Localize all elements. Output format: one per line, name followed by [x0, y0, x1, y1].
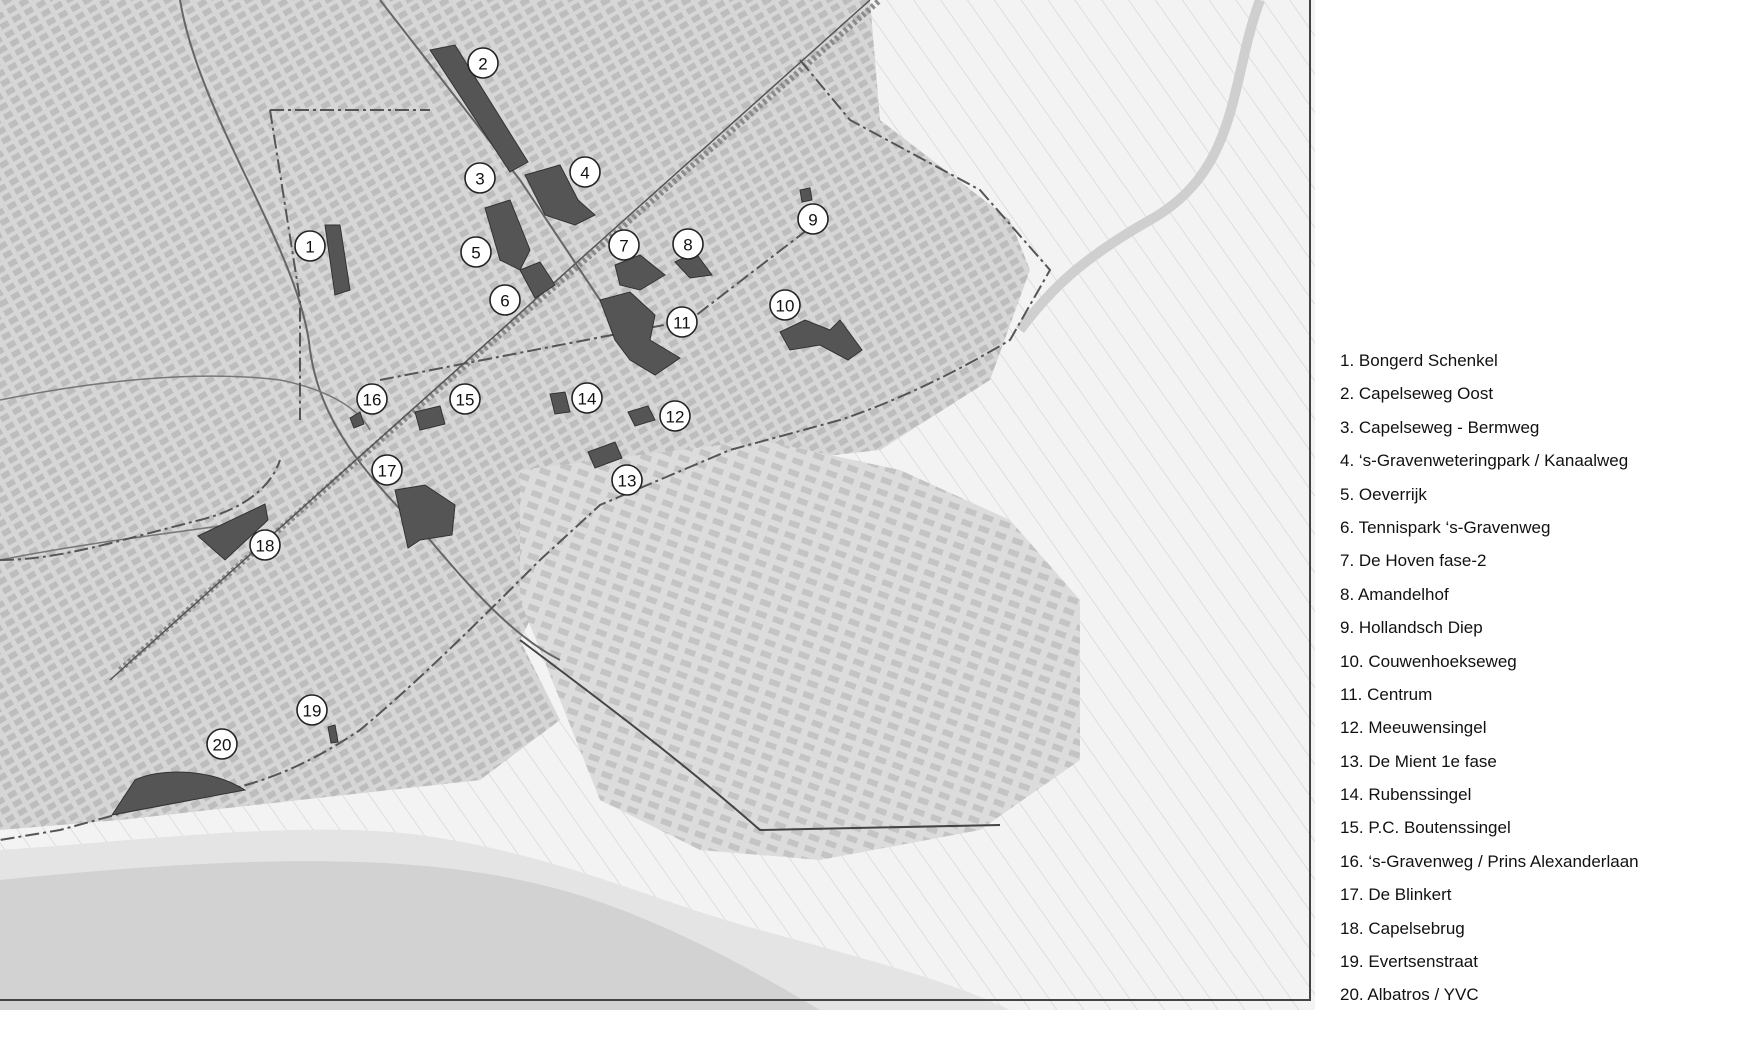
legend-item-6: 6. Tennispark ‘s-Gravenweg	[1340, 517, 1551, 537]
marker-number: 6	[500, 291, 510, 311]
marker-number: 17	[377, 461, 397, 481]
project-marker-3[interactable]	[465, 163, 495, 193]
legend-item-5: 5. Oeverrijk	[1340, 484, 1427, 504]
legend-item-2: 2. Capelseweg Oost	[1340, 384, 1494, 404]
legend-item-20: 20. Albatros / YVC	[1340, 985, 1479, 1005]
project-marker-11[interactable]	[667, 307, 697, 337]
legend-item-8: 8. Amandelhof	[1340, 584, 1449, 604]
project-marker-9[interactable]	[798, 204, 828, 234]
marker-number: 7	[619, 236, 629, 256]
legend-item-10: 10. Couwenhoekseweg	[1340, 651, 1517, 671]
legend-item-15: 15. P.C. Boutenssingel	[1340, 818, 1511, 838]
project-marker-17[interactable]	[372, 455, 402, 485]
area-9[interactable]	[800, 188, 812, 202]
marker-number: 20	[212, 735, 232, 755]
project-marker-18[interactable]	[250, 530, 280, 560]
marker-number: 1	[305, 237, 315, 257]
project-marker-5[interactable]	[461, 237, 491, 267]
legend-item-9: 9. Hollandsch Diep	[1340, 618, 1483, 638]
project-marker-12[interactable]	[660, 401, 690, 431]
marker-number: 18	[255, 536, 275, 556]
marker-number: 5	[471, 243, 481, 263]
marker-number: 9	[808, 210, 818, 230]
marker-number: 16	[362, 390, 382, 410]
project-marker-2[interactable]	[468, 48, 498, 78]
project-marker-6[interactable]	[490, 285, 520, 315]
marker-number: 11	[673, 313, 691, 333]
marker-number: 19	[302, 701, 322, 721]
project-marker-16[interactable]	[357, 384, 387, 414]
legend-item-17: 17. De Blinkert	[1340, 885, 1452, 905]
project-marker-14[interactable]	[572, 383, 602, 413]
legend-item-3: 3. Capelseweg - Bermweg	[1340, 417, 1540, 437]
legend-item-18: 18. Capelsebrug	[1340, 918, 1465, 938]
project-marker-1[interactable]	[295, 231, 325, 261]
legend-item-7: 7. De Hoven fase-2	[1340, 551, 1487, 571]
project-marker-19[interactable]	[297, 695, 327, 725]
legend-item-4: 4. ‘s-Gravenweteringpark / Kanaalweg	[1340, 451, 1629, 471]
legend-item-16: 16. ‘s-Gravenweg / Prins Alexanderlaan	[1340, 851, 1639, 871]
project-marker-13[interactable]	[612, 465, 642, 495]
legend-item-14: 14. Rubenssingel	[1340, 785, 1472, 805]
marker-number: 3	[475, 169, 485, 189]
project-marker-7[interactable]	[609, 230, 639, 260]
marker-number: 2	[478, 54, 488, 74]
marker-number: 10	[775, 296, 795, 316]
project-marker-10[interactable]	[770, 290, 800, 320]
marker-number: 8	[683, 235, 693, 255]
legend-item-12: 12. Meeuwensingel	[1340, 718, 1487, 738]
marker-number: 15	[455, 390, 475, 410]
project-marker-4[interactable]	[570, 157, 600, 187]
legend-item-13: 13. De Mient 1e fase	[1340, 751, 1497, 771]
project-marker-15[interactable]	[450, 384, 480, 414]
legend-item-19: 19. Evertsenstraat	[1340, 952, 1478, 972]
legend-item-1: 1. Bongerd Schenkel	[1340, 351, 1498, 370]
project-legend	[1340, 344, 1730, 1012]
marker-number: 14	[577, 389, 597, 409]
marker-number: 13	[617, 471, 637, 491]
legend-item-11: 11. Centrum	[1340, 684, 1433, 704]
marker-number: 12	[665, 407, 685, 427]
project-marker-20[interactable]	[207, 729, 237, 759]
project-marker-8[interactable]	[673, 229, 703, 259]
marker-number: 4	[580, 163, 590, 183]
